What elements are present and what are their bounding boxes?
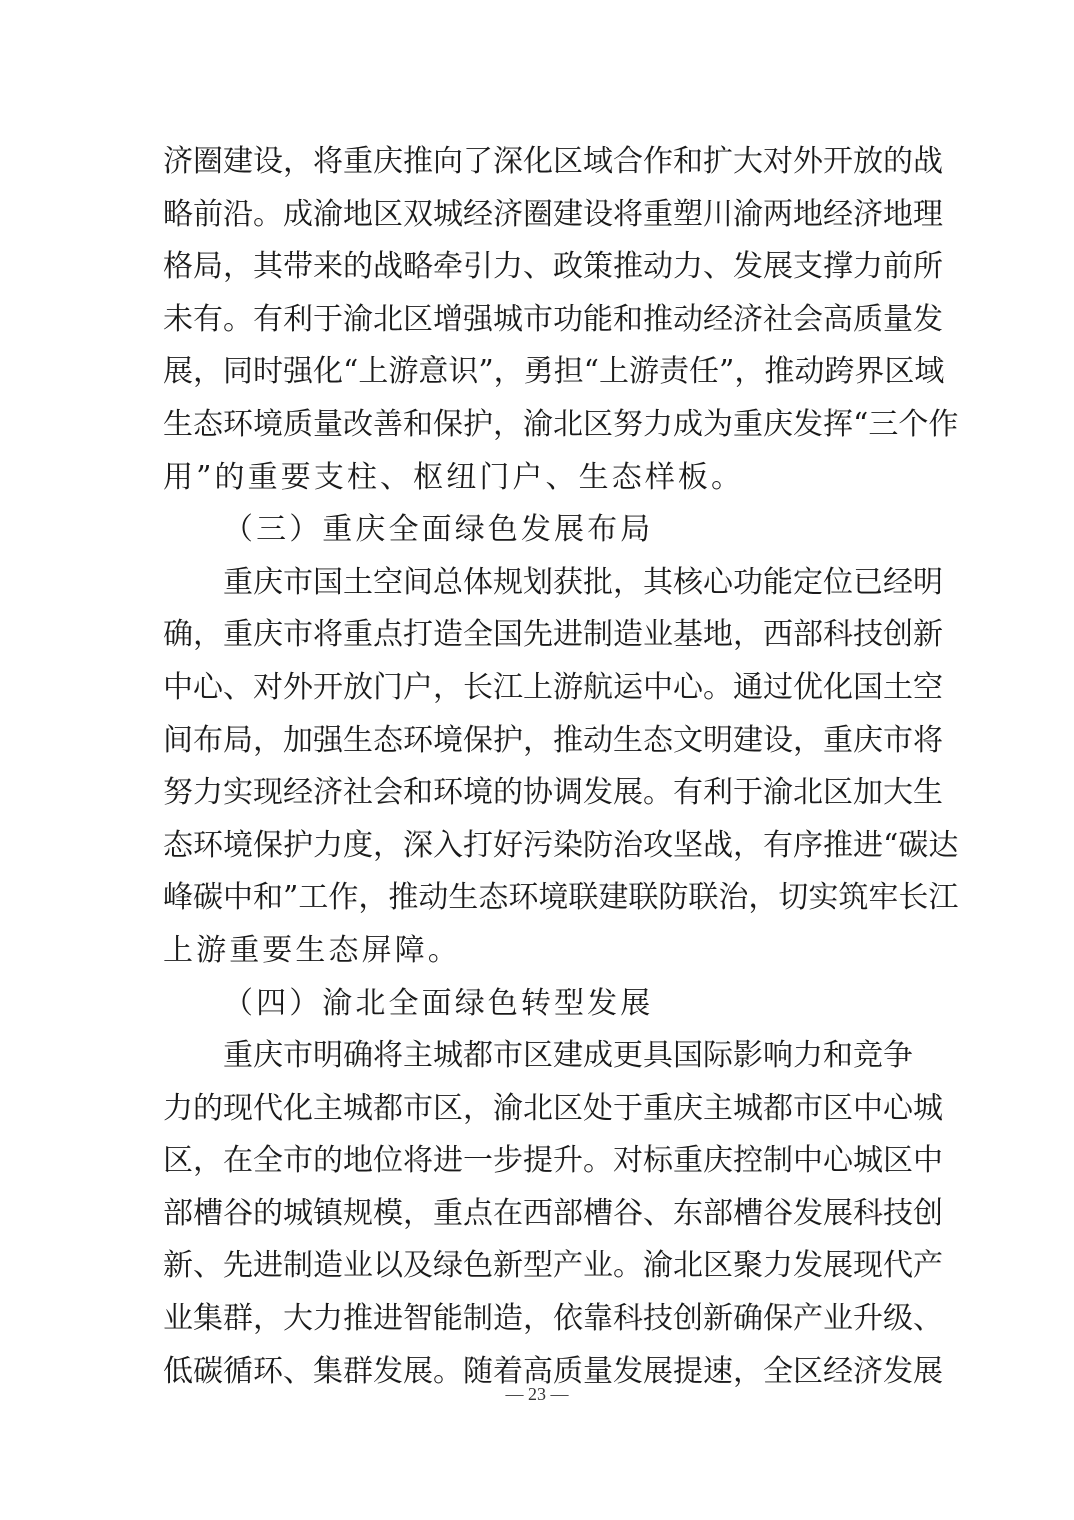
text-line: 生态环境质量改善和保护，渝北区努力成为重庆发挥“三个作 — [163, 406, 959, 442]
text-line: 格局，其带来的战略牵引力、政策推动力、发展支撑力前所 — [163, 249, 943, 285]
text-line: 部槽谷的城镇规模，重点在西部槽谷、东部槽谷发展科技创 — [163, 1195, 943, 1231]
text-line: 确，重庆市将重点打造全国先进制造业基地，西部科技创新 — [163, 617, 943, 653]
text-line: 努力实现经济社会和环境的协调发展。有利于渝北区加大生 — [163, 775, 943, 811]
text-line: 业集群，大力推进智能制造，依靠科技创新确保产业升级、 — [163, 1301, 943, 1337]
text-line: 重庆市明确将主城都市区建成更具国际影响力和竞争 — [223, 1038, 913, 1074]
text-line: 区，在全市的地位将进一步提升。对标重庆控制中心城区中 — [163, 1143, 943, 1179]
text-line: 间布局，加强生态环境保护，推动生态文明建设，重庆市将 — [163, 722, 943, 758]
page-number: — 23 — — [505, 1384, 569, 1404]
text-line: 略前沿。成渝地区双城经济圈建设将重塑川渝两地经济地理 — [163, 196, 943, 232]
text-line: 力的现代化主城都市区，渝北区处于重庆主城都市区中心城 — [163, 1090, 943, 1126]
body-text — [163, 136, 959, 1398]
text-line: 新、先进制造业以及绿色新型产业。渝北区聚力发展现代产 — [163, 1248, 943, 1284]
text-line: 未有。有利于渝北区增强城市功能和推动经济社会高质量发 — [163, 301, 943, 337]
text-line: 态环境保护力度，深入打好污染防治攻坚战，有序推进“碳达 — [163, 827, 959, 863]
text-line: 峰碳中和”工作，推动生态环境联建联防联治，切实筑牢长江 — [163, 880, 959, 916]
section-heading: （三）重庆全面绿色发展布局 — [223, 512, 654, 548]
text-line: 用”的重要支柱、枢纽门户、生态样板。 — [163, 459, 745, 495]
text-line: 上游重要生态屏障。 — [163, 932, 461, 968]
text-line: 济圈建设，将重庆推向了深化区域合作和扩大对外开放的战 — [163, 144, 943, 179]
text-line: 中心、对外开放门户，长江上游航运中心。通过优化国土空 — [163, 669, 943, 705]
section-heading: （四）渝北全面绿色转型发展 — [223, 985, 654, 1021]
text-line: 重庆市国土空间总体规划获批，其核心功能定位已经明 — [223, 564, 943, 600]
text-line: 展，同时强化“上游意识”，勇担“上游责任”，推动跨界区域 — [163, 354, 945, 390]
text-line: 低碳循环、集群发展。随着高质量发展提速，全区经济发展 — [163, 1353, 943, 1389]
